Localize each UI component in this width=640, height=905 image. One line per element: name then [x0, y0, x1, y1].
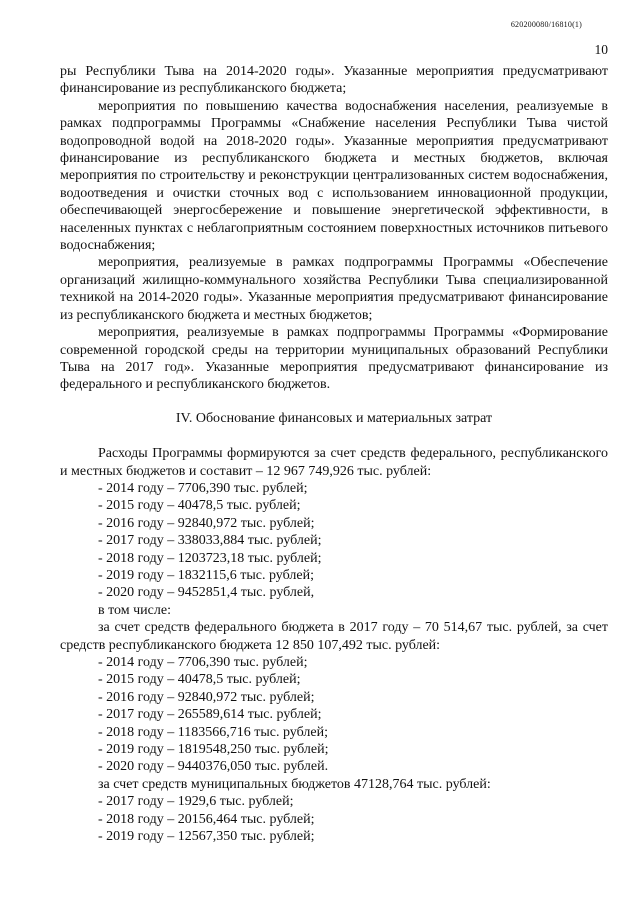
list-item: - 2018 году – 1203723,18 тыс. рублей; [98, 550, 322, 566]
section-heading: IV. Обоснование финансовых и материальных затрат [175, 410, 493, 426]
list-item: - 2018 году – 1183566,716 тыс. рублей; [98, 724, 328, 740]
document-code: 620200080/16810(1) [510, 20, 582, 29]
list-item: - 2015 году – 40478,5 тыс. рублей; [98, 672, 301, 688]
expenses-intro: Расходы Программы формируются за счет средств федерального, республиканского и местных бюджетов и составит – 12 967 749,926 тыс. рублей: [60, 446, 608, 479]
document-body [60, 63, 608, 845]
page-number: 10 [594, 42, 608, 57]
list-item: - 2016 году – 92840,972 тыс. рублей; [98, 689, 315, 705]
paragraph: мероприятия, реализуемые в рамках подпрограммы Программы «Обеспечение организаций жилищно-коммунального хозяйства Республики Тыва специализированной техникой на 2014-2020 годы». Указанные мероприятия предусматривают финансирование из республиканского бюджета и местных бюджетов; [60, 255, 608, 323]
list-item: - 2019 году – 1819548,250 тыс. рублей; [98, 742, 329, 758]
municipal-by-year-list [60, 793, 608, 845]
list-item: - 2018 году – 20156,464 тыс. рублей; [98, 811, 315, 827]
republican-by-year-list [60, 654, 608, 776]
municipal-text: за счет средств муниципальных бюджетов 47128,764 тыс. рублей: [98, 776, 491, 792]
paragraph: мероприятия по повышению качества водоснабжения населения, реализуемые в рамках подпрограммы Программы «Снабжение населения Республики Тыва чистой водопроводной водой на 2018-2020 годы». Указанные мероприятия предусматривают финансирование из республиканского бюджета и местных бюджетов, включая мероприятия по строительству и реконструкции централизованных систем водоснабжения, водоотведения и очистки сточных вод с использованием инновационной продукции, обеспечивающей энергосбережение и повышение энергетической эффективности, в населенных пунктах с неблагоприятным состоянием поверхностных источников питьевого водоснабжения; [60, 98, 608, 254]
list-item: - 2017 году – 265589,614 тыс. рублей; [98, 707, 322, 723]
list-item: - 2017 году – 1929,6 тыс. рублей; [98, 794, 294, 810]
list-item: - 2020 году – 9452851,4 тыс. рублей, [98, 585, 315, 601]
list-item: - 2017 году – 338033,884 тыс. рублей; [98, 533, 322, 549]
federal-republican-text: за счет средств федерального бюджета в 2017 году – 70 514,67 тыс. рублей, за счет средств республиканского бюджета 12 850 107,492 тыс. рублей: [60, 620, 608, 653]
list-item: - 2019 году – 12567,350 тыс. рублей; [98, 829, 315, 845]
list-item: - 2014 году – 7706,390 тыс. рублей; [98, 480, 308, 496]
list-item: - 2019 году – 1832115,6 тыс. рублей; [98, 567, 314, 583]
list-item: - 2014 году – 7706,390 тыс. рублей; [98, 655, 308, 670]
list-item: - 2016 году – 92840,972 тыс. рублей; [98, 515, 315, 531]
list-item: - 2020 году – 9440376,050 тыс. рублей. [98, 759, 329, 775]
total-by-year-list [60, 480, 608, 602]
paragraph: ры Республики Тыва на 2014-2020 годы». Указанные мероприятия предусматривают финансирование из республиканского бюджета; [60, 64, 608, 97]
including-label: в том числе: [98, 602, 171, 618]
list-item: - 2015 году – 40478,5 тыс. рублей; [98, 498, 301, 514]
paragraph: мероприятия, реализуемые в рамках подпрограммы Программы «Формирование современной городской среды на территории муниципальных образований Республики Тыва на 2017 год». Указанные мероприятия предусматривают финансирование из федерального и республиканского бюджетов. [60, 325, 608, 393]
